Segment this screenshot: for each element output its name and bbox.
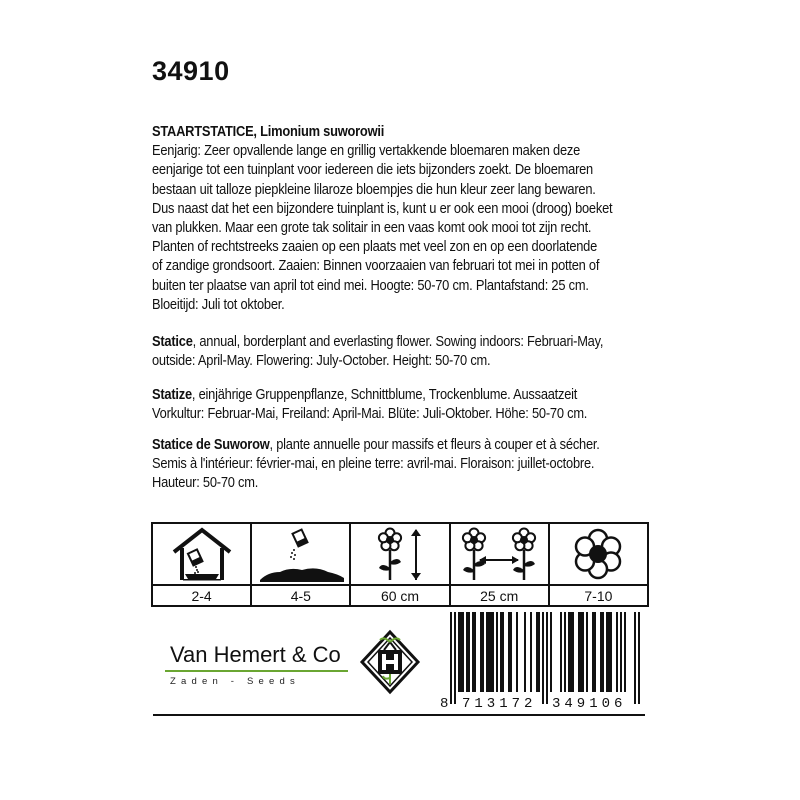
- brand-name: Van Hemert & Co: [170, 642, 341, 667]
- barcode-bar: [580, 612, 582, 692]
- indoor-sowing-months: 2-4: [191, 587, 212, 604]
- latin-name: Limonium suworowii: [260, 124, 385, 140]
- barcode-bar: [594, 612, 596, 692]
- flowering-cell: [550, 524, 647, 605]
- dutch-line: Bloeitijd: Juli tot oktober.: [152, 296, 285, 313]
- dutch-line: van plukken. Maar een grote tak solitair in een vaas komt ook mooi tot zijn recht.: [152, 220, 592, 237]
- german-description: [152, 386, 602, 424]
- barcode-bar: [546, 612, 548, 704]
- barcode-bar: [524, 612, 526, 692]
- brand-tagline: Zaden - Seeds: [170, 676, 300, 687]
- dutch-line: Eenjarig: Zeer opvallende lange en grillig vertakkende bloemaren maken deze: [152, 143, 581, 160]
- barcode-bar: [488, 612, 490, 692]
- barcode-bars: [450, 612, 640, 704]
- barcode-bar: [582, 612, 584, 692]
- barcode-bar: [500, 612, 502, 692]
- barcode-bar: [568, 612, 570, 692]
- bottom-divider: [153, 714, 645, 716]
- barcode-bar: [550, 612, 552, 692]
- barcode-bar: [492, 612, 494, 692]
- barcode-bar: [542, 612, 544, 704]
- barcode-bar: [482, 612, 484, 692]
- barcode-bar: [530, 612, 532, 692]
- barcode-bar: [564, 612, 566, 692]
- barcode-bar: [486, 612, 488, 692]
- barcode-bar: [510, 612, 512, 692]
- outdoor-sowing-months: 4-5: [290, 587, 311, 604]
- barcode-right-group: 349106: [552, 696, 627, 712]
- barcode-left-group: 713172: [462, 696, 537, 712]
- plant-spacing-icon: [454, 526, 544, 582]
- plant-spacing-cell: [451, 524, 550, 605]
- barcode-first-digit: 8: [440, 696, 449, 712]
- english-description: [152, 333, 602, 371]
- flowering-months: 7-10: [584, 587, 613, 604]
- flowering-icon: [570, 526, 626, 582]
- cultivation-icon-strip: [151, 522, 649, 607]
- plant-height-cell: [351, 524, 450, 605]
- barcode-bar: [600, 612, 602, 692]
- french-line: Hauteur: 50-70 cm.: [152, 475, 259, 492]
- english-name: Statice: [152, 334, 193, 350]
- barcode-bar: [466, 612, 468, 692]
- barcode-bar: [468, 612, 470, 692]
- dutch-line: bestaan uit talloze piepkleine lilaroze bloempjes die hun kleur zeer lang bewaren.: [152, 181, 596, 198]
- dutch-line: eenjarige tot een tuinplant voor iedereen die iets bijzonders zoekt. De bloemaren: [152, 162, 593, 179]
- barcode-bar: [606, 612, 608, 692]
- dutch-title: STAARTSTATICE,: [152, 124, 261, 140]
- barcode-bar: [592, 612, 594, 692]
- french-description: [152, 436, 602, 494]
- barcode-bar: [610, 612, 612, 692]
- barcode-bar: [638, 612, 640, 704]
- dutch-line: of zandige grondsoort. Zaaien: Binnen voorzaaien van februari tot mei in potten of: [152, 258, 600, 275]
- outdoor-sowing-icon: [256, 526, 346, 582]
- barcode-bar: [450, 612, 452, 704]
- barcode-bar: [620, 612, 622, 692]
- barcode-bar: [480, 612, 482, 692]
- barcode-bar: [602, 612, 604, 692]
- french-line: , plante annuelle pour massifs et fleurs à couper et à sécher.: [269, 437, 600, 453]
- barcode-bar: [538, 612, 540, 692]
- barcode-bar: [572, 612, 574, 692]
- dutch-description: [152, 123, 613, 315]
- german-name: Statize: [152, 387, 192, 403]
- barcode-bar: [458, 612, 460, 692]
- article-number: 34910: [152, 56, 230, 86]
- brand-underline: [165, 670, 348, 672]
- barcode-bar: [472, 612, 474, 692]
- dutch-line: buiten ter plaatse van april tot eind mei. Hoogte: 50-70 cm. Plantafstand: 25 cm.: [152, 277, 589, 294]
- ean-barcode: [438, 610, 646, 714]
- barcode-bar: [462, 612, 464, 692]
- barcode-bar: [570, 612, 572, 692]
- dutch-line: Dus naast dat het een bijzondere tuinplant is, kunt u er ook een mooi (droog) boeket: [152, 200, 613, 217]
- plant-height-value: 60 cm: [380, 587, 420, 604]
- barcode-bar: [560, 612, 562, 692]
- barcode-bar: [578, 612, 580, 692]
- barcode-bar: [502, 612, 504, 692]
- barcode-bar: [616, 612, 618, 692]
- barcode-bar: [586, 612, 588, 692]
- barcode-bar: [608, 612, 610, 692]
- brand-logo-icon: [358, 628, 422, 700]
- barcode-bar: [496, 612, 498, 692]
- barcode-bar: [474, 612, 476, 692]
- outdoor-sowing-cell: [252, 524, 351, 605]
- french-name: Statice de Suworow: [152, 437, 270, 453]
- english-line: , annual, borderplant and everlasting flower. Sowing indoors: Februari-May,: [192, 334, 604, 350]
- french-line: Semis à l'intérieur: février-mai, en pleine terre: avril-mai. Floraison: juillet-octobre.: [152, 456, 595, 473]
- barcode-bar: [516, 612, 518, 692]
- barcode-bar: [460, 612, 462, 692]
- barcode-bar: [508, 612, 510, 692]
- dutch-line: Planten of rechtstreeks zaaien op een plaats met veel zon en op een doorlatende: [152, 239, 598, 256]
- barcode-bar: [490, 612, 492, 692]
- english-line: outside: April-May. Flowering: July-October. Height: 50-70 cm.: [152, 353, 491, 370]
- plant-height-icon: [360, 526, 440, 582]
- barcode-bar: [624, 612, 626, 692]
- indoor-sowing-cell: [153, 524, 252, 605]
- barcode-bar: [454, 612, 456, 704]
- barcode-bar: [536, 612, 538, 692]
- german-line: , einjährige Gruppenpflanze, Schnittblume, Trockenblume. Aussaatzeit: [191, 387, 578, 403]
- plant-spacing-value: 25 cm: [480, 587, 519, 604]
- barcode-bar: [634, 612, 636, 704]
- german-line: Vorkultur: Februar-Mai, Freiland: April-Mai. Blüte: Juli-Oktober. Höhe: 50-70 cm.: [152, 406, 588, 423]
- indoor-sowing-icon: [166, 526, 238, 582]
